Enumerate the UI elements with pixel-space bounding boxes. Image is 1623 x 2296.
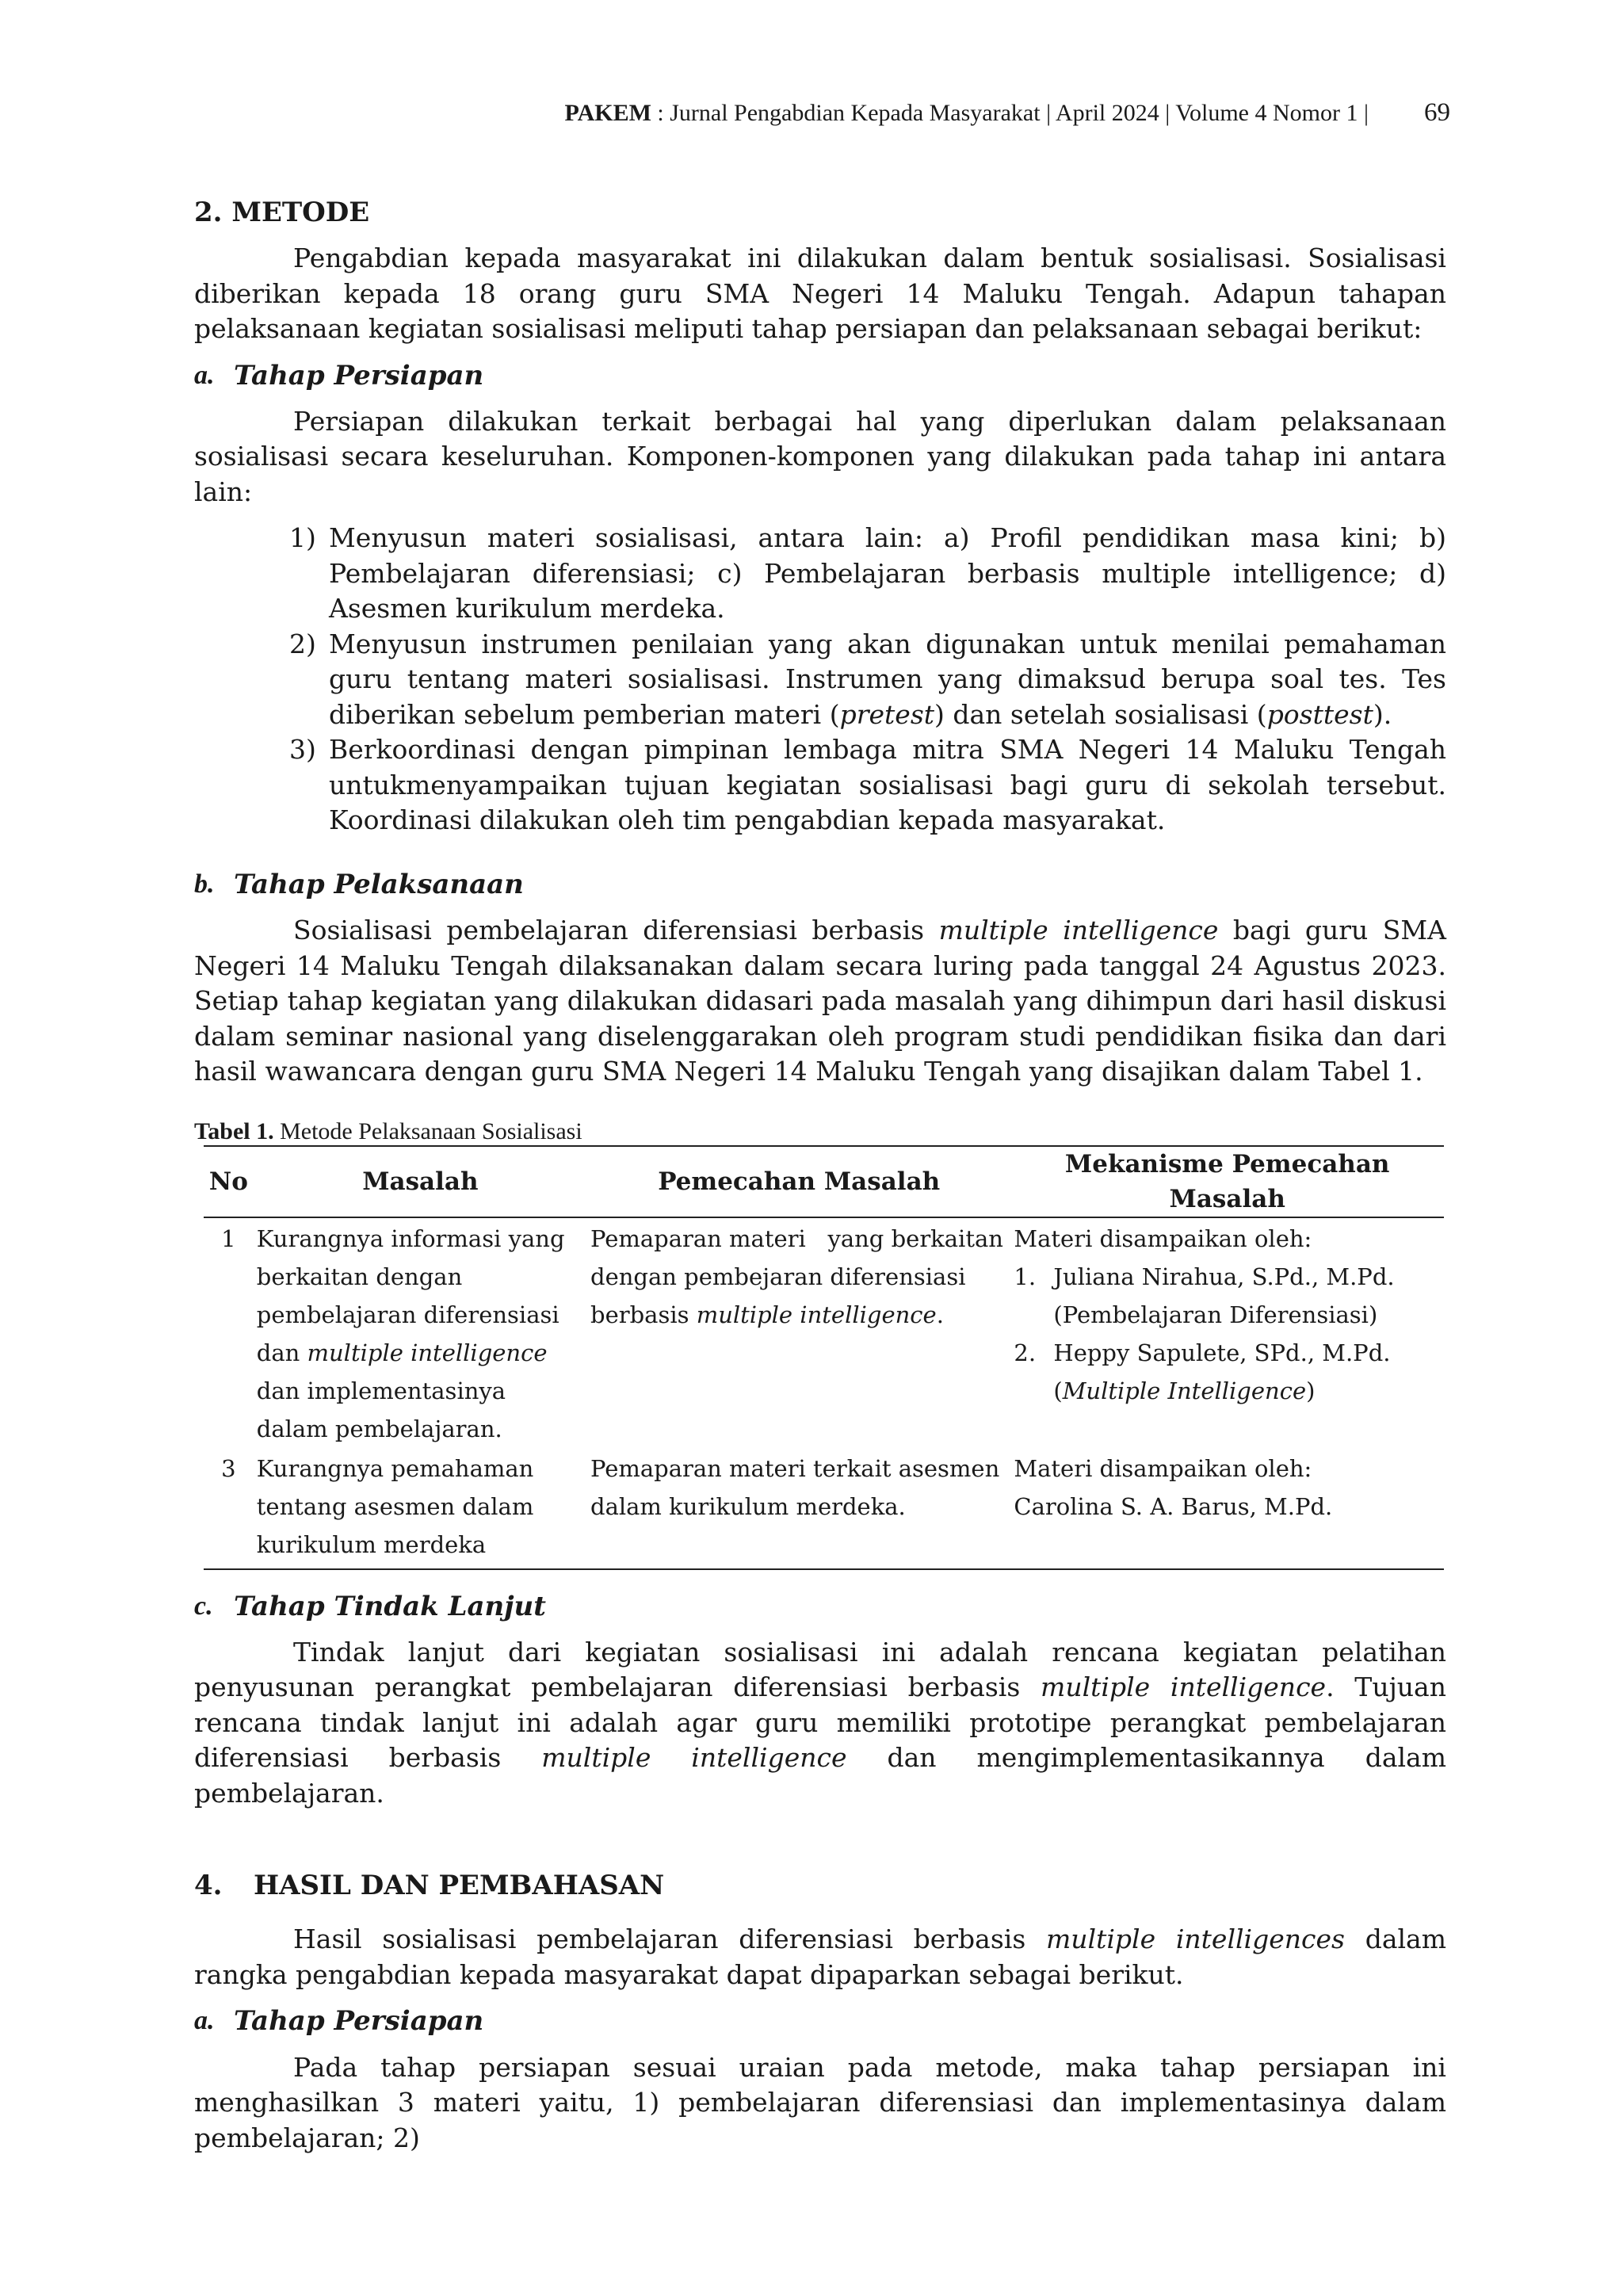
- cell-mekanisme: [1010, 1217, 1444, 1448]
- speaker-topic: Multiple Intelligence: [1062, 1377, 1307, 1404]
- table-row: [204, 1217, 1444, 1448]
- subheading-letter: b.: [194, 869, 215, 899]
- cell-mekanisme: [1010, 1448, 1444, 1569]
- italic-term: multiple intelligence: [696, 1301, 937, 1328]
- column-header-no: No: [204, 1146, 254, 1217]
- journal-details: : Jurnal Pengabdian Kepada Masyarakat | April 2024 | Volume 4 Nomor 1 |: [651, 100, 1369, 126]
- methods-table: [204, 1145, 1444, 1570]
- list-item-number: 2): [289, 628, 316, 659]
- italic-term: pretest: [839, 698, 935, 730]
- text-run: (: [1053, 1377, 1063, 1404]
- running-header: [0, 98, 1450, 128]
- list-item-number: 3): [289, 734, 316, 766]
- subheading-title: Tahap Pelaksanaan: [234, 868, 524, 900]
- cell-masalah: [254, 1217, 587, 1448]
- table-row: [204, 1448, 1444, 1569]
- subheading-letter: a.: [194, 2006, 215, 2036]
- cell-pemecahan: Pemaparan materi terkait asesmen dalam kurikulum merdeka.: [587, 1448, 1010, 1569]
- italic-term: multiple intelligence: [938, 915, 1219, 946]
- journal-citation: [564, 100, 1369, 127]
- pelaksanaan-paragraph: [194, 913, 1446, 1090]
- text-run: ): [1306, 1377, 1316, 1404]
- speaker-number: 2.: [1014, 1339, 1037, 1366]
- subheading-title: Tahap Persiapan: [234, 359, 484, 392]
- speaker-name: Heppy Sapulete, SPd., M.Pd.: [1053, 1339, 1391, 1366]
- mekanisme-intro: Materi disampaikan oleh:: [1014, 1454, 1312, 1482]
- column-header-masalah: Masalah: [254, 1146, 587, 1217]
- list-item: [194, 732, 1446, 839]
- speaker-item: [1014, 1258, 1441, 1334]
- subheading-title: Tahap Persiapan: [234, 2005, 484, 2038]
- list-item: [194, 627, 1446, 733]
- text-run: Hasil sosialisasi pembelajaran diferensiasi berbasis: [293, 1924, 1046, 1955]
- subheading-tahap-persiapan: [194, 358, 1446, 393]
- text-run: Kurangnya informasi yang berkaitan dengan pembelajaran diferensiasi dan: [256, 1224, 565, 1366]
- italic-term: multiple intelligence: [1041, 1671, 1327, 1703]
- tindak-lanjut-paragraph: [194, 1635, 1446, 1812]
- text-run: dalam rangka pengabdian kepada masyarakat dapat dipaparkan sebagai berikut.: [194, 1924, 1447, 1990]
- list-item-text: [329, 627, 1446, 733]
- page-number: 69: [1424, 98, 1450, 127]
- text-run: ) dan setelah sosialisasi (: [934, 698, 1267, 730]
- journal-name: PAKEM: [564, 100, 651, 126]
- italic-term: posttest: [1266, 698, 1373, 730]
- speaker-item: [1014, 1334, 1441, 1410]
- speaker-list: [1014, 1258, 1441, 1410]
- list-item-text: Menyusun materi sosialisasi, antara lain: a) Profil pendidikan masa kini; b) Pembelajaran diferensiasi; c) Pembelajaran berbasis multiple intelligence; d) Asesmen kurikulum merdeka.: [329, 522, 1446, 625]
- subheading-tahap-pelaksanaan: [194, 867, 1446, 902]
- persiapan-steps-list: [194, 521, 1446, 839]
- text-run: .: [936, 1301, 944, 1328]
- persiapan-paragraph: Persiapan dilakukan terkait berbagai hal yang diperlukan dalam pelaksanaan sosialisasi secara keseluruhan. Komponen-komponen yang dilakukan pada tahap ini antara lain:: [194, 405, 1446, 507]
- section-heading-metode: 2. METODE: [194, 197, 370, 228]
- list-item: [194, 521, 1446, 627]
- column-header-pemecahan: Pemecahan Masalah: [587, 1146, 1010, 1217]
- text-run: dan mengimplementasikannya dalam pembelajaran.: [194, 1742, 1447, 1809]
- text-run: ): [1368, 1301, 1378, 1328]
- cell-pemecahan: [587, 1217, 1010, 1448]
- metode-intro-paragraph: Pengabdian kepada masyarakat ini dilakukan dalam bentuk sosialisasi. Sosialisasi diberikan kepada 18 orang guru SMA Negeri 14 Maluku Tengah. Adapun tahapan pelaksanaan kegiatan sosialisasi meliputi tahap persiapan dan pelaksanaan sebagai berikut:: [194, 243, 1446, 345]
- subheading-title: Tahap Tindak Lanjut: [234, 1590, 546, 1622]
- section-heading-hasil: [194, 1868, 1446, 1903]
- section-number: 4.: [194, 1870, 223, 1902]
- speaker-name: Juliana Nirahua, S.Pd., M.Pd.: [1053, 1263, 1395, 1290]
- text-run: Menyusun instrumen penilaian yang akan digunakan untuk menilai pemahaman guru tentang materi sosialisasi. Instrumen yang dimaksud berupa soal tes. Tes diberikan sebelum pemberian materi (: [329, 628, 1446, 730]
- table-header-row: [204, 1146, 1444, 1217]
- subheading-letter: a.: [194, 360, 215, 390]
- text-run: (: [1053, 1301, 1063, 1328]
- text-run: . Tujuan rencana tindak lanjut ini adalah agar guru memiliki prototipe perangkat pembelajaran diferensiasi berbasis: [194, 1671, 1446, 1774]
- speaker-name: Carolina S. A. Barus, M.Pd.: [1014, 1492, 1333, 1520]
- hasil-intro-paragraph: [194, 1922, 1446, 1992]
- section-title: HASIL DAN PEMBAHASAN: [254, 1870, 665, 1902]
- table-title: Metode Pelaksanaan Sosialisasi: [273, 1117, 582, 1144]
- mekanisme-intro: Materi disampaikan oleh:: [1014, 1224, 1312, 1252]
- list-item-number: 1): [289, 522, 316, 554]
- italic-term: multiple intelligence: [541, 1742, 847, 1774]
- text-run: dan implementasinya dalam pembelajaran.: [256, 1377, 506, 1442]
- table-caption: [194, 1118, 1446, 1145]
- speaker-topic: Pembelajaran Diferensiasi: [1062, 1301, 1369, 1328]
- list-item-text: Berkoordinasi dengan pimpinan lembaga mitra SMA Negeri 14 Maluku Tengah untukmenyampaikan tujuan kegiatan sosialisasi bagi guru di sekolah tersebut. Koordinasi dilakukan oleh tim pengabdian kepada masyarakat.: [329, 734, 1446, 836]
- subheading-tahap-tindak-lanjut: [194, 1589, 1446, 1624]
- text-run: Tindak lanjut dari kegiatan sosialisasi ini adalah rencana kegiatan pelatihan penyusunan perangkat pembelajaran diferensiasi berbasis: [194, 1636, 1446, 1703]
- italic-term: multiple intelligence: [307, 1339, 548, 1366]
- subheading-letter: c.: [194, 1591, 213, 1621]
- text-run: Sosialisasi pembelajaran diferensiasi berbasis: [293, 915, 939, 946]
- italic-term: multiple intelligences: [1046, 1924, 1345, 1955]
- cell-no: 1: [221, 1224, 236, 1252]
- text-run: ).: [1373, 698, 1392, 730]
- speaker-number: 1.: [1014, 1263, 1037, 1290]
- subheading-hasil-tahap-persiapan: [194, 2004, 1446, 2038]
- column-header-mekanisme: Mekanisme Pemecahan Masalah: [1010, 1146, 1444, 1217]
- hasil-persiapan-paragraph: Pada tahap persiapan sesuai uraian pada metode, maka tahap persiapan ini menghasilkan 3 materi yaitu, 1) pembelajaran diferensiasi dan implementasinya dalam pembelajaran; 2): [194, 2051, 1446, 2153]
- speaker-entry: [1053, 1334, 1390, 1410]
- cell-no: 3: [204, 1448, 254, 1569]
- table-label: Tabel 1.: [194, 1117, 274, 1144]
- speaker-entry: [1053, 1258, 1394, 1334]
- text-run: Pemaparan materi yang berkaitan dengan pembejaran diferensiasi berbasis: [590, 1224, 1011, 1328]
- page-content: [194, 195, 1446, 2156]
- text-run: bagi guru SMA Negeri 14 Maluku Tengah dilaksanakan dalam secara luring pada tanggal 24 Agustus 2023. Setiap tahap kegiatan yang dilakukan didasari pada masalah yang dihimpun dari hasil diskusi dalam seminar nasional yang diselenggarakan oleh program studi pendidikan fisika dan dari hasil wawancara dengan guru SMA Negeri 14 Maluku Tengah yang disajikan dalam Tabel 1.: [194, 915, 1447, 1087]
- cell-masalah: Kurangnya pemahaman tentang asesmen dalam kurikulum merdeka: [254, 1448, 587, 1569]
